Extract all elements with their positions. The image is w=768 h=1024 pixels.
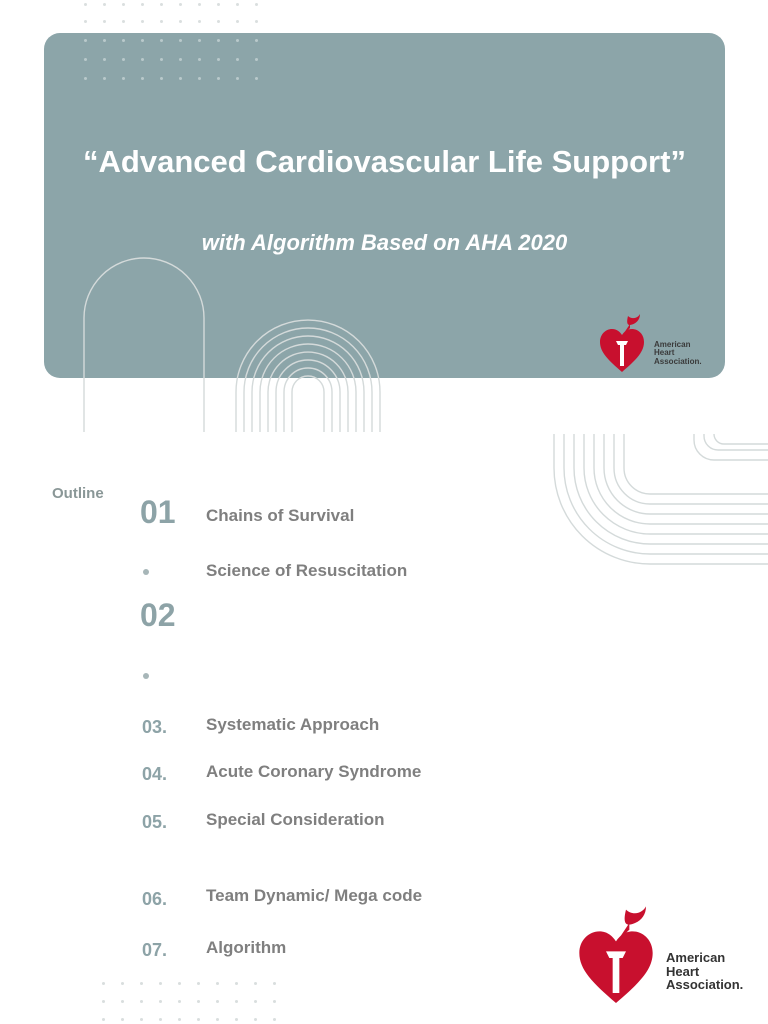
decorative-dot [102, 1018, 105, 1021]
decorative-dot [140, 1018, 143, 1021]
decorative-dot [159, 982, 162, 985]
decorative-dot [216, 982, 219, 985]
heart-torch-icon [598, 314, 646, 376]
outline-item-acute-coronary-syndrome: Acute Coronary Syndrome [206, 762, 422, 781]
decorative-dot [121, 982, 124, 985]
decorative-dot [102, 982, 105, 985]
decorative-dot [254, 1018, 257, 1021]
outline-item-special-consideration: Special Consideration [206, 810, 385, 829]
decorative-dot [140, 1000, 143, 1003]
logo-line-2: Heart [666, 963, 700, 979]
decorative-dot [121, 1000, 124, 1003]
logo-line-1: American [666, 950, 726, 965]
decorative-dot [254, 982, 257, 985]
decorative-dot [197, 1000, 200, 1003]
outline-item-chains-of-survival: Chains of Survival [206, 506, 355, 525]
decorative-dot [216, 1018, 219, 1021]
logo-line-3: Association. [654, 356, 702, 366]
outline-number-06: 06. [142, 889, 168, 909]
decorative-dot [254, 1000, 257, 1003]
decorative-dot [273, 1018, 276, 1021]
bullet [143, 569, 149, 575]
outline-number-01: 01 [140, 494, 176, 530]
aha-logo-small [598, 314, 646, 376]
decorative-dot [273, 982, 276, 985]
logo-line-1: American [654, 340, 691, 349]
heart-torch-icon [576, 906, 656, 1010]
decorative-dot [178, 1000, 181, 1003]
decorative-dot [235, 1000, 238, 1003]
decorative-dot [178, 982, 181, 985]
decorative-dot [273, 1000, 276, 1003]
outline-item-algorithm: Algorithm [206, 938, 287, 957]
decorative-dot [216, 1000, 219, 1003]
outline-label: Outline [52, 485, 104, 502]
bullet [143, 673, 149, 679]
decorative-dot [140, 982, 143, 985]
decorative-dot [121, 1018, 124, 1021]
page-title: “Advanced Cardiovascular Life Support” [83, 144, 686, 179]
logo-line-3: Association. [666, 977, 744, 993]
decorative-dot [159, 1000, 162, 1003]
decorative-dot [235, 1018, 238, 1021]
outline-item-science-of-resuscitation: Science of Resuscitation [206, 561, 408, 580]
page-subtitle: with Algorithm Based on AHA 2020 [201, 230, 568, 255]
outline-number-04: 04. [142, 764, 168, 784]
logo-line-2: Heart [654, 348, 675, 358]
outline-number-03: 03. [142, 717, 168, 737]
decorative-dot [235, 982, 238, 985]
outline-number-07: 07. [142, 940, 168, 960]
aha-logo-large-text [666, 951, 743, 992]
aha-logo-small-text [654, 341, 702, 366]
decorative-dot [178, 1018, 181, 1021]
decorative-dot [159, 1018, 162, 1021]
decorative-dot [197, 982, 200, 985]
decorative-dot [197, 1018, 200, 1021]
outline-number-05: 05. [142, 812, 168, 832]
aha-logo-large [576, 906, 656, 1010]
outline-number-02: 02 [140, 597, 176, 633]
outline-item-team-dynamic: Team Dynamic/ Mega code [206, 886, 423, 905]
decorative-dot [102, 1000, 105, 1003]
outline-item-systematic-approach: Systematic Approach [206, 715, 380, 734]
